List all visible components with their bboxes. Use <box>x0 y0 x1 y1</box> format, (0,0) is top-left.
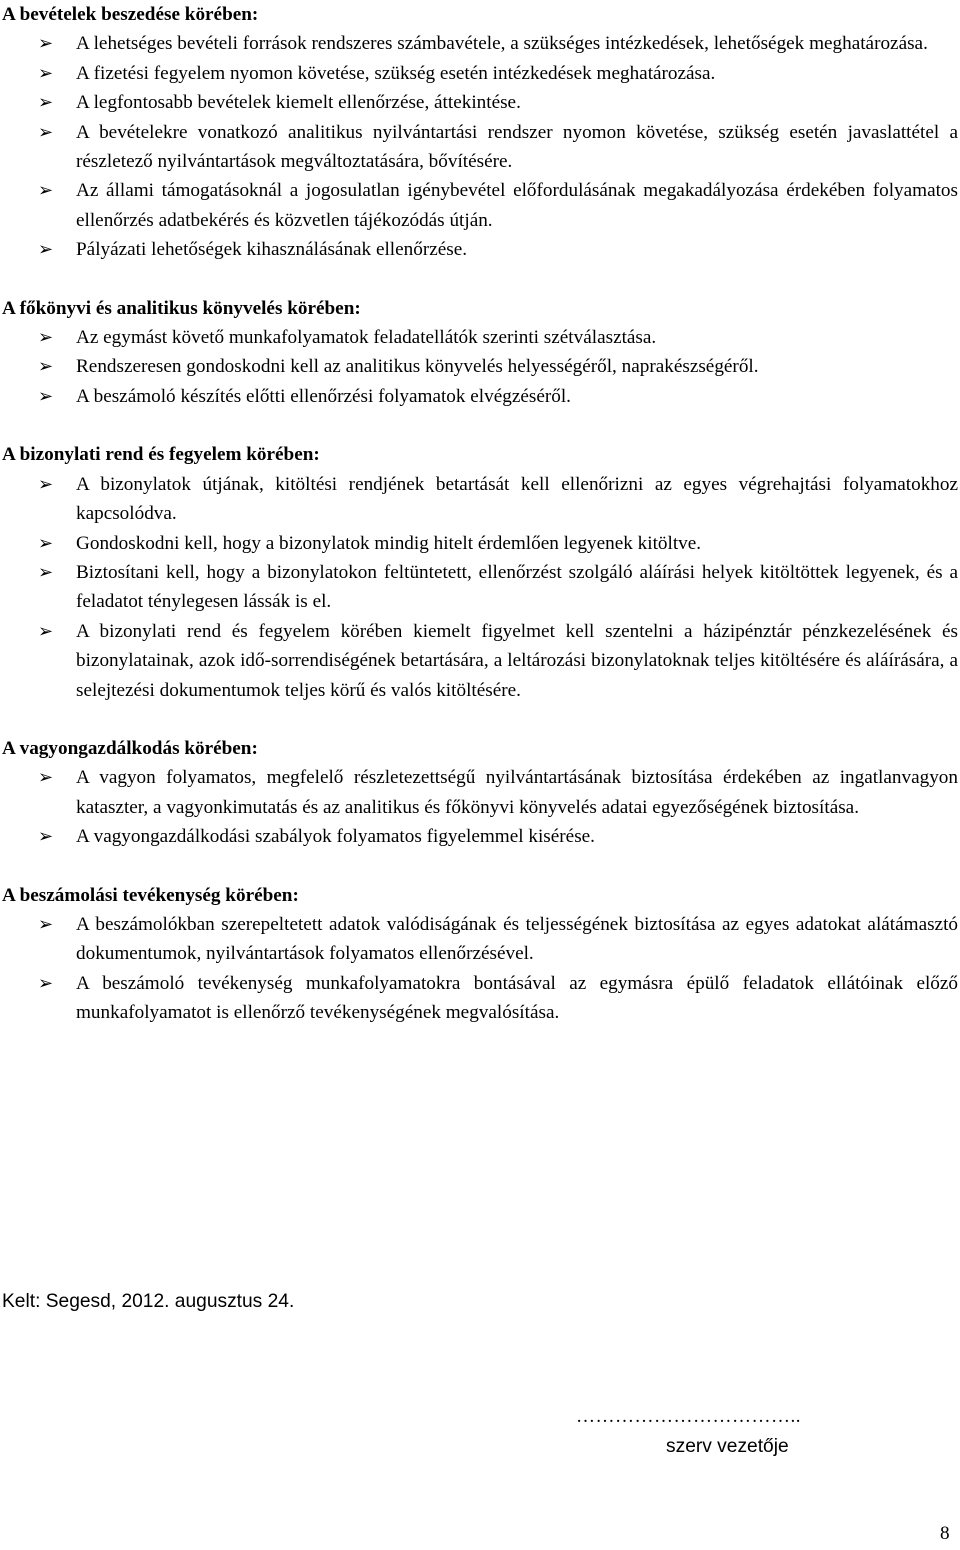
list-item-text: A beszámoló tevékenység munkafolyamatokra bontásával az egymásra épülő feladatok ellátóinak előző munkafolyamatot is ellenőrző tevékenységének megvalósítása. <box>76 972 958 1024</box>
arrow-bullet-icon: ➢ <box>38 327 54 348</box>
list-item-text: Biztosítani kell, hogy a bizonylatokon feltüntetett, ellenőrzést szolgáló aláírási helyek kitöltöttek legyenek, és a feladatot ténylegesen lássák is el. <box>76 561 958 613</box>
bullet-list <box>0 763 960 851</box>
list-item-text: Gondoskodni kell, hogy a bizonylatok mindig hitelt érdemlően legyenek kitöltve. <box>76 532 702 554</box>
list-item-text: Az állami támogatásoknál a jogosulatlan igénybevétel előfordulásának megakadályozása érdekében folyamatos ellenőrzés adatbekérés és közvetlen tájékozódás útján. <box>76 180 958 231</box>
list-item <box>0 969 960 1028</box>
list-item <box>0 59 960 88</box>
arrow-bullet-icon: ➢ <box>38 473 54 494</box>
bullet-list <box>0 29 960 264</box>
arrow-bullet-icon: ➢ <box>38 385 54 406</box>
arrow-bullet-icon: ➢ <box>38 620 54 641</box>
list-item <box>0 88 960 117</box>
list-item-text: A bizonylatok útjának, kitöltési rendjének betartását kell ellenőrizni az egyes végrehajtási folyamatokhoz kapcsolódva. <box>76 473 958 525</box>
list-item-text: A beszámoló készítés előtti ellenőrzési folyamatok elvégzéséről. <box>76 385 571 407</box>
list-item <box>0 235 960 264</box>
arrow-bullet-icon: ➢ <box>38 913 54 934</box>
list-item <box>0 763 960 822</box>
list-item-text: A vagyongazdálkodási szabályok folyamatos figyelemmel kisérése. <box>76 826 595 848</box>
list-item <box>0 176 960 235</box>
list-item-text: A lehetséges bevételi források rendszeres számbavétele, a szükséges intézkedések, lehetőségek meghatározása. <box>76 33 928 55</box>
signer-title: szerv vezetője <box>666 1436 789 1457</box>
list-item-text: A fizetési fegyelem nyomon követése, szükség esetén intézkedések meghatározása. <box>76 62 716 84</box>
list-item-text: A bevételekre vonatkozó analitikus nyilvántartási rendszer nyomon követése, szükség esetén javaslattétel a részletező nyilvántartások megváltoztatására, bővítésére. <box>76 121 958 173</box>
section-heading: A bevételek beszedése körében: <box>2 4 259 25</box>
section-heading: A bizonylati rend és fegyelem körében: <box>2 444 320 466</box>
list-item <box>0 382 960 411</box>
list-item-text: Rendszeresen gondoskodni kell az analitikus könyvelés helyességéről, naprakészségéről. <box>76 356 759 378</box>
section-heading: A beszámolási tevékenység körében: <box>2 884 299 906</box>
list-item <box>0 529 960 558</box>
list-item-text: Pályázati lehetőségek kihasználásának ellenőrzése. <box>76 239 468 261</box>
section <box>0 0 960 265</box>
arrow-bullet-icon: ➢ <box>38 180 54 201</box>
arrow-bullet-icon: ➢ <box>38 92 54 113</box>
section <box>0 294 960 412</box>
list-item <box>0 910 960 969</box>
list-item <box>0 822 960 851</box>
list-item-text: A vagyon folyamatos, megfelelő részletezettségű nyilvántartásának biztosítása érdekében az ingatlanvagyon kataszter, a vagyonkimutatás és az analitikus és főkönyvi könyvelés adatai egyezőségének biztosítása. <box>76 767 958 818</box>
bullet-list <box>0 323 960 411</box>
list-item <box>0 470 960 529</box>
list-item-text: A bizonylati rend és fegyelem körében kiemelt figyelmet kell szentelni a házipénztár pénzkezelésének és bizonylatainak, azok idő-sorrendiségének betartására, a leltározási bizonylatoknak teljes kitöltésére és aláírására, a selejtezési dokumentumok teljes körű és valós kitöltésére. <box>76 620 958 701</box>
arrow-bullet-icon: ➢ <box>38 356 54 377</box>
list-item-text: Az egymást követő munkafolyamatok feladatellátók szerinti szétválasztása. <box>76 327 657 349</box>
arrow-bullet-icon: ➢ <box>38 33 54 54</box>
list-item-text: A beszámolókban szerepeltetett adatok valódiságának és teljességének biztosítása az egyes adatokat alátámasztó dokumentumok, nyilvántartások folyamatos ellenőrzésével. <box>76 913 958 965</box>
arrow-bullet-icon: ➢ <box>38 62 54 83</box>
section-heading: A főkönyvi és analitikus könyvelés körében: <box>2 297 361 319</box>
section-heading: A vagyongazdálkodás körében: <box>2 737 258 759</box>
list-item-text: A legfontosabb bevételek kiemelt ellenőrzése, áttekintése. <box>76 92 521 114</box>
list-item <box>0 352 960 381</box>
section <box>0 734 960 852</box>
arrow-bullet-icon: ➢ <box>38 532 54 553</box>
bullet-list <box>0 910 960 1028</box>
list-item <box>0 29 960 58</box>
list-item <box>0 323 960 352</box>
signature-line: …………………………….. <box>576 1406 801 1427</box>
bullet-list <box>0 470 960 705</box>
place-date: Kelt: Segesd, 2012. augusztus 24. <box>2 1291 295 1312</box>
arrow-bullet-icon: ➢ <box>38 121 54 142</box>
arrow-bullet-icon: ➢ <box>38 239 54 260</box>
list-item <box>0 118 960 177</box>
list-item <box>0 558 960 617</box>
section <box>0 440 960 705</box>
arrow-bullet-icon: ➢ <box>38 826 54 847</box>
section <box>0 881 960 1028</box>
arrow-bullet-icon: ➢ <box>38 767 54 788</box>
page-number: 8 <box>940 1523 950 1544</box>
arrow-bullet-icon: ➢ <box>38 972 54 993</box>
list-item <box>0 617 960 705</box>
arrow-bullet-icon: ➢ <box>38 561 54 582</box>
